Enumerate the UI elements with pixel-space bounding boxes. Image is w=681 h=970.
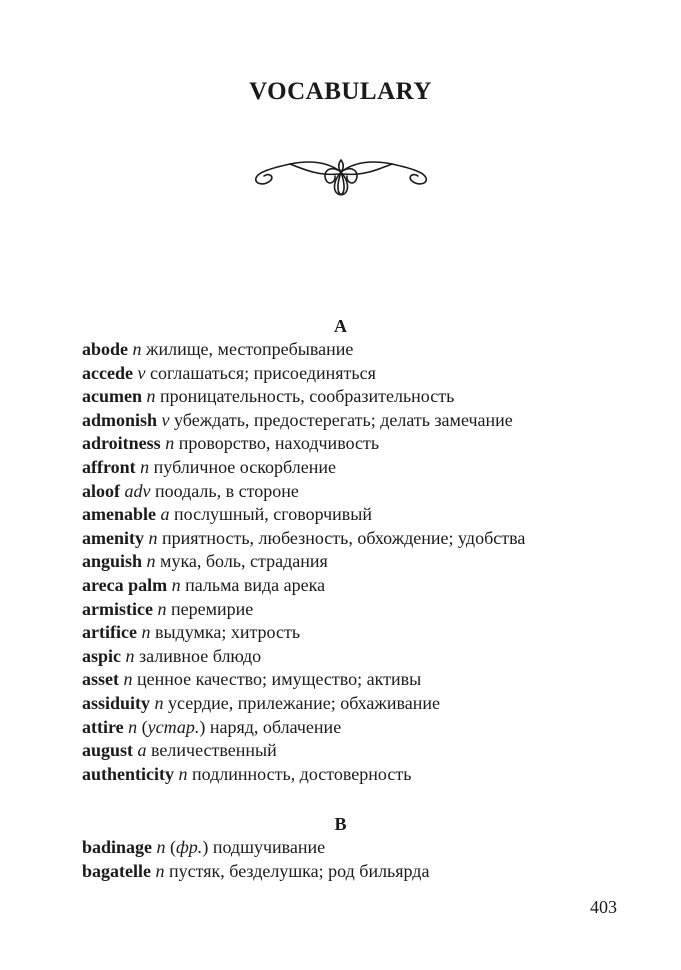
vocabulary-list-a [82, 338, 652, 786]
part-of-speech: v [161, 409, 170, 430]
vocabulary-entry [82, 338, 652, 362]
headword: artifice [82, 622, 137, 643]
headword: bagatelle [82, 860, 151, 881]
part-of-speech: n [148, 527, 158, 548]
vocabulary-entry [82, 692, 652, 716]
definition: наряд, облачение [209, 716, 342, 737]
definition: ценное качество; имущество; активы [137, 669, 422, 690]
definition: убеждать, предостерегать; делать замечание [174, 409, 513, 430]
vocabulary-entry [82, 503, 652, 527]
vocabulary-entry [82, 409, 652, 433]
headword: august [82, 740, 134, 761]
part-of-speech: v [137, 362, 146, 383]
vocabulary-entry: attire n (устар.) наряд, облачение [82, 716, 342, 737]
vocabulary-entry [82, 598, 652, 622]
part-of-speech: n [146, 386, 156, 407]
part-of-speech: n [125, 645, 135, 666]
part-of-speech: adv [124, 480, 151, 501]
vocabulary-entry [82, 385, 652, 409]
vocabulary-entry [82, 860, 652, 884]
part-of-speech: n [140, 456, 150, 477]
part-of-speech: n [146, 551, 156, 572]
page-number: 403 [590, 897, 617, 917]
headword: anguish [82, 551, 143, 572]
vocabulary-list-b [82, 836, 652, 883]
definition: подшучивание [212, 837, 326, 857]
vocabulary-entry [82, 739, 652, 763]
vocabulary-entry [82, 763, 652, 787]
page-title: VOCABULARY [249, 78, 432, 105]
section-letter-a: A [334, 316, 347, 336]
vocabulary-entry [82, 668, 652, 692]
headword: asset [82, 669, 119, 690]
vocabulary-entry [82, 621, 652, 645]
flourish-ornament-icon [250, 150, 432, 200]
definition: заливное блюдо [139, 645, 262, 666]
headword: areca palm [82, 574, 168, 595]
definition: жилище, местопребывание [146, 339, 354, 359]
definition: величественный [151, 740, 277, 761]
usage-note: устар. [147, 716, 200, 737]
headword: affront [82, 456, 136, 477]
headword: accede [82, 362, 133, 383]
part-of-speech: n [178, 763, 188, 784]
part-of-speech: n [171, 574, 181, 595]
definition: усердие, прилежание; обхаживание [168, 692, 440, 713]
definition: поодаль, в стороне [155, 480, 299, 501]
definition: проворство, находчивость [178, 433, 380, 454]
part-of-speech: n [123, 669, 133, 690]
headword: admonish [82, 409, 158, 430]
part-of-speech: a [160, 504, 170, 525]
definition: выдумка; хитрость [154, 622, 301, 643]
headword: attire [82, 716, 124, 737]
headword: aspic [82, 645, 122, 666]
definition: приятность, любезность, обхождение; удобства [162, 527, 526, 548]
headword: badinage [82, 837, 153, 857]
definition: публичное оскорбление [153, 456, 336, 477]
headword: adroitness [82, 433, 161, 454]
vocabulary-entry [82, 550, 652, 574]
part-of-speech: n [165, 433, 175, 454]
definition: мука, боль, страдания [160, 551, 328, 572]
part-of-speech: n [132, 339, 142, 359]
part-of-speech: a [137, 740, 147, 761]
headword: amenable [82, 504, 156, 525]
part-of-speech: n [128, 716, 138, 737]
vocabulary-entry [82, 527, 652, 551]
part-of-speech: n [141, 622, 151, 643]
headword: authenticity [82, 763, 174, 784]
section-letter-b: B [334, 814, 347, 834]
part-of-speech: n [156, 837, 166, 857]
vocabulary-entry [82, 456, 652, 480]
definition: проницательность, сообразительность [160, 386, 455, 407]
definition: подлинность, достоверность [192, 763, 412, 784]
vocabulary-entry [82, 645, 652, 669]
headword: assiduity [82, 692, 151, 713]
usage-note: фр. [176, 837, 203, 857]
definition: перемирие [170, 598, 254, 619]
headword: acumen [82, 386, 142, 407]
vocabulary-entry: badinage n (фр.) подшучивание [82, 837, 326, 857]
headword: aloof [82, 480, 120, 501]
headword: amenity [82, 527, 144, 548]
vocabulary-entry [82, 480, 652, 504]
definition: пальма вида арека [185, 574, 326, 595]
headword: abode [82, 339, 129, 359]
definition: пустяк, безделушка; род бильярда [169, 860, 430, 881]
definition: соглашаться; присоединяться [149, 362, 376, 383]
vocabulary-entry [82, 432, 652, 456]
vocabulary-entry [82, 362, 652, 386]
part-of-speech: n [154, 692, 164, 713]
headword: armistice [82, 598, 153, 619]
definition: послушный, сговорчивый [174, 504, 373, 525]
vocabulary-entry [82, 574, 652, 598]
part-of-speech: n [155, 860, 165, 881]
part-of-speech: n [157, 598, 167, 619]
